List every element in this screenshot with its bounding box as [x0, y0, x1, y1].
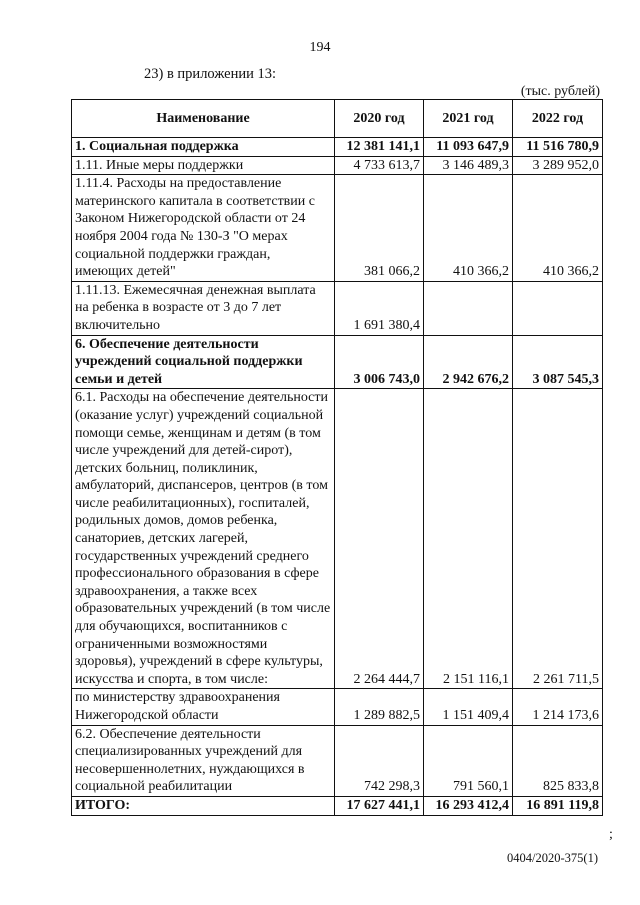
value-2021: 791 560,1 [424, 725, 513, 796]
value-2022: 1 214 173,6 [513, 689, 603, 725]
value-2021: 410 366,2 [424, 175, 513, 282]
table-row [72, 175, 603, 282]
header-2021: 2021 год [424, 100, 513, 138]
value-2022: 825 833,8 [513, 725, 603, 796]
row-name: ИТОГО: [72, 796, 335, 815]
value-2022: 16 891 119,8 [513, 796, 603, 815]
value-2022: 410 366,2 [513, 175, 603, 282]
value-2022: 3 289 952,0 [513, 156, 603, 175]
row-name: 6.1. Расходы на обеспечение деятельности (оказание услуг) учреждений социальной помощи семье, женщинам и детям (в том числе учреждений для детей-сирот), детских больниц, поликлиник, амбулаторий, диспансеров, центров (в том числе реабилитационных), госпиталей, родильных домов, домов ребенка, санаториев, детских лагерей, государственных учреждений среднего профессионального образования в сфере здравоохранения, а также всех образовательных учреждений (в том числе для обучающихся, воспитанников с ограниченными возможностями здоровья), учреждений в сфере культуры, искусства и спорта, в том числе: [72, 389, 335, 689]
value-2021: 11 093 647,9 [424, 138, 513, 157]
value-2020: 742 298,3 [335, 725, 424, 796]
units-label: (тыс. рублей) [520, 84, 600, 99]
table-row [72, 389, 603, 689]
value-2021: 2 151 116,1 [424, 389, 513, 689]
value-2022: 11 516 780,9 [513, 138, 603, 157]
table-row [72, 138, 603, 157]
row-name: 6.2. Обеспечение деятельности специализированных учреждений для несовершеннолетних, нуждающихся в социальной реабилитации [72, 725, 335, 796]
table-row [72, 156, 603, 175]
budget-table [71, 99, 603, 816]
value-2020: 1 691 380,4 [335, 281, 424, 335]
table-row [72, 335, 603, 389]
value-2021: 2 942 676,2 [424, 335, 513, 389]
header-2022: 2022 год [513, 100, 603, 138]
row-name: 6. Обеспечение деятельности учреждений социальной поддержки семьи и детей [72, 335, 335, 389]
header-2020: 2020 год [335, 100, 424, 138]
row-name: 1.11. Иные меры поддержки [72, 156, 335, 175]
table-header-row [72, 100, 603, 138]
value-2020: 3 006 743,0 [335, 335, 424, 389]
value-2020: 381 066,2 [335, 175, 424, 282]
value-2022: 3 087 545,3 [513, 335, 603, 389]
page-number: 194 [309, 40, 331, 55]
value-2021 [424, 281, 513, 335]
value-2021: 1 151 409,4 [424, 689, 513, 725]
value-2022 [513, 281, 603, 335]
intro-text: 23) в приложении 13: [144, 66, 277, 82]
row-name: по министерству здравоохранения Нижегородской области [72, 689, 335, 725]
value-2020: 2 264 444,7 [335, 389, 424, 689]
table-row [72, 796, 603, 815]
row-name: 1. Социальная поддержка [72, 138, 335, 157]
budget-table-container [71, 99, 602, 816]
table-row [72, 689, 603, 725]
value-2022: 2 261 711,5 [513, 389, 603, 689]
row-name: 1.11.4. Расходы на предоставление материнского капитала в соответствии с Законом Нижегородской области от 24 ноября 2004 года № 130-З "О мерах социальной поддержки граждан, имеющих детей" [72, 175, 335, 282]
document-code: 0404/2020-375(1) [507, 851, 598, 865]
row-name: 1.11.13. Ежемесячная денежная выплата на ребенка в возрасте от 3 до 7 лет включительно [72, 281, 335, 335]
value-2021: 16 293 412,4 [424, 796, 513, 815]
value-2021: 3 146 489,3 [424, 156, 513, 175]
table-row [72, 281, 603, 335]
header-name: Наименование [72, 100, 335, 138]
table-row [72, 725, 603, 796]
value-2020: 12 381 141,1 [335, 138, 424, 157]
semicolon-mark: ; [609, 827, 613, 842]
value-2020: 17 627 441,1 [335, 796, 424, 815]
value-2020: 1 289 882,5 [335, 689, 424, 725]
value-2020: 4 733 613,7 [335, 156, 424, 175]
